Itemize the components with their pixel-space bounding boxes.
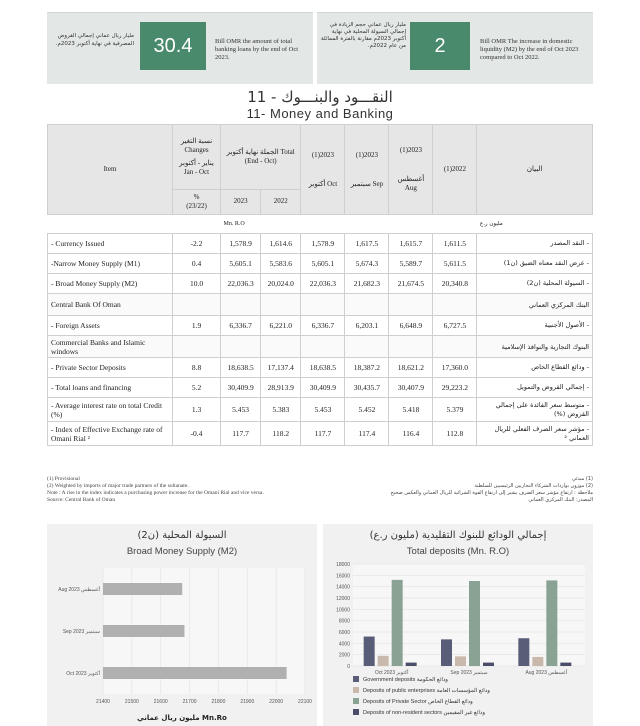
cell-t2022: 5,583.6 bbox=[261, 254, 301, 274]
header-y2023: 2023 bbox=[221, 189, 261, 214]
cell-oct: 117.7 bbox=[301, 422, 345, 446]
chart1-xtick-label: 21900 bbox=[240, 699, 255, 705]
chart1-xtick-label: 21400 bbox=[96, 699, 110, 705]
table-row bbox=[48, 234, 593, 254]
table-row bbox=[48, 358, 593, 378]
chart-total-deposits bbox=[323, 524, 593, 726]
chart1-category-label: Oct 2023 أكتوبر bbox=[66, 671, 100, 677]
chart2-legend-label: Deposits of non-resident sectors ودائع غير المقيمين bbox=[363, 710, 485, 716]
cell-oct: 5.453 bbox=[301, 398, 345, 422]
cell-sep: 6,203.1 bbox=[345, 316, 389, 336]
table-row bbox=[48, 254, 593, 274]
cell-ar: - النقد المصدر bbox=[477, 234, 593, 254]
chart1-svg bbox=[47, 524, 317, 726]
cell-en: - Foreign Assets bbox=[48, 316, 173, 336]
money-banking-table bbox=[47, 124, 593, 446]
cell-ar: - إجمالي القروض والتمويل bbox=[477, 378, 593, 398]
chart1-xtick-label: 22100 bbox=[298, 699, 312, 705]
cell-aug: 1,615.7 bbox=[389, 234, 433, 254]
highlight-liquidity-en: Bill OMR The increase in domestic liquidity (M2) by the end of Oct 2023 compared to Oct 2022. bbox=[480, 38, 579, 61]
chart2-ytick-label: 8000 bbox=[338, 618, 350, 625]
cell-en: - Currency Issued bbox=[48, 234, 173, 254]
header-janoct-label: يناير - أكتوبر Jan - Oct bbox=[179, 158, 214, 176]
cell-oct: 5,605.1 bbox=[301, 254, 345, 274]
chart2-ytick-label: 6000 bbox=[338, 630, 350, 636]
highlight-loans-en: Bill OMR the amount of total banking loans by the end of Oct 2023. bbox=[215, 38, 299, 61]
cell-en: - Index of Effective Exchange rate of Omani Rial ² bbox=[48, 422, 173, 446]
table-body bbox=[48, 234, 593, 446]
header-pct-label: % bbox=[193, 192, 200, 201]
cell-y2022: 29,223.2 bbox=[433, 378, 477, 398]
chart-broad-money bbox=[47, 524, 317, 726]
cell-change: 5.2 bbox=[173, 378, 221, 398]
note-line bbox=[47, 483, 593, 490]
unit-ar: مليون ر.ع bbox=[479, 221, 503, 227]
cell-en: Central Bank Of Oman bbox=[48, 294, 173, 316]
cell-en: -Narrow Money Supply (M1) bbox=[48, 254, 173, 274]
cell-change: 0.4 bbox=[173, 254, 221, 274]
highlight-loans-ar: مليار ريال عماني إجمالي القروض المصرفية في نهاية أكتوبر 2023م. bbox=[55, 33, 134, 47]
chart2-bar bbox=[378, 656, 389, 666]
chart2-svg bbox=[323, 524, 593, 726]
chart1-bar bbox=[103, 667, 287, 679]
table-row bbox=[48, 422, 593, 446]
section-title-ar: 11 - النقـــود والبنـــوك bbox=[247, 88, 393, 106]
cell-sep: 1,617.5 bbox=[345, 234, 389, 254]
table-row bbox=[48, 398, 593, 422]
header-changes bbox=[173, 125, 221, 190]
table-row bbox=[48, 316, 593, 336]
chart2-category-label: Aug 2023 أغسطس bbox=[525, 670, 568, 676]
unit-en: Mn. R.O bbox=[223, 221, 245, 227]
cell-sep: 5.452 bbox=[345, 398, 389, 422]
cell-t2023: 22,036.3 bbox=[221, 274, 261, 294]
chart1-title-en: Broad Money Supply (M2) bbox=[126, 546, 238, 557]
header-2022: (1)2022 bbox=[433, 125, 477, 215]
cell-t2022: 118.2 bbox=[261, 422, 301, 446]
header-oct-year: (1)2023 bbox=[311, 150, 334, 159]
section-title-en: 11- Money and Banking bbox=[246, 106, 394, 121]
cell-aug: 5,589.7 bbox=[389, 254, 433, 274]
highlight-loans-value: 30.4 bbox=[140, 22, 206, 70]
chart1-xtick-label: 21500 bbox=[124, 699, 139, 705]
cell-ar: البنك المركزي العماني bbox=[477, 294, 593, 316]
cell-t2022: 1,614.6 bbox=[261, 234, 301, 254]
header-aug bbox=[389, 125, 433, 215]
chart2-bar bbox=[532, 657, 543, 666]
cell-ar: - متوسط سعر الفائدة على إجمالي القروض (%) bbox=[477, 398, 593, 422]
cell-change: 10.0 bbox=[173, 274, 221, 294]
cell-sep: 117.4 bbox=[345, 422, 389, 446]
cell-t2023: 6,336.7 bbox=[221, 316, 261, 336]
cell-ar: - الأصول الأجنبية bbox=[477, 316, 593, 336]
note-en: (1) Provisional bbox=[47, 476, 80, 482]
cell-aug: 21,674.5 bbox=[389, 274, 433, 294]
note-line bbox=[47, 497, 593, 504]
chart2-bar bbox=[392, 580, 403, 666]
cell-sep: 30,435.7 bbox=[345, 378, 389, 398]
chart2-ytick-label: 14000 bbox=[336, 584, 350, 591]
note-line bbox=[47, 490, 593, 497]
chart1-title-ar: السيولة المحلية (ن2) bbox=[137, 530, 227, 541]
chart1-xtick-label: 22000 bbox=[269, 699, 284, 705]
table-header-row bbox=[48, 125, 593, 190]
chart2-bar bbox=[406, 663, 417, 666]
cell-change: -0.4 bbox=[173, 422, 221, 446]
chart1-bar bbox=[103, 583, 182, 595]
header-sep-year: (1)2023 bbox=[355, 150, 378, 159]
cell-change: 8.8 bbox=[173, 358, 221, 378]
cell-y2022: 17,360.0 bbox=[433, 358, 477, 378]
cell-ar: - عرض النقد معناه الضيق (ن1) bbox=[477, 254, 593, 274]
table-row bbox=[48, 274, 593, 294]
cell-t2023: 5,605.1 bbox=[221, 254, 261, 274]
chart2-legend-label: Deposits of Private Sector ودائع القطاع الخاص bbox=[363, 699, 473, 705]
note-ar: المصدر: البنك المركزي العماني bbox=[528, 497, 593, 503]
cell-oct: 18,638.5 bbox=[301, 358, 345, 378]
chart2-ytick-label: 10000 bbox=[336, 607, 350, 614]
cell-oct: 6,336.7 bbox=[301, 316, 345, 336]
cell-sep: 18,387.2 bbox=[345, 358, 389, 378]
cell-aug: 5.418 bbox=[389, 398, 433, 422]
chart2-bar bbox=[441, 639, 452, 666]
chart2-category-label: Oct 2023 أكتوبر bbox=[374, 670, 409, 676]
note-ar: (1) مبدئي bbox=[571, 476, 593, 482]
cell-t2023: 1,578.9 bbox=[221, 234, 261, 254]
chart2-legend-swatch bbox=[353, 676, 359, 682]
unit-row bbox=[48, 215, 593, 234]
chart1-bar bbox=[103, 625, 184, 637]
cell-y2022: 112.8 bbox=[433, 422, 477, 446]
cell-t2022: 6,221.0 bbox=[261, 316, 301, 336]
cell-change: 1.3 bbox=[173, 398, 221, 422]
note-ar: ملاحظة : ارتفاع مؤشر سعر الصرف يشير إلى ارتفاع القوة الشرائية للريال العماني والعكس صحيح bbox=[390, 490, 593, 496]
cell-en: - Private Sector Deposits bbox=[48, 358, 173, 378]
header-item: Item bbox=[48, 125, 173, 215]
chart1-xlabel: مليون ريال عماني Mn.Ro bbox=[137, 714, 227, 722]
cell-oct: 30,409.9 bbox=[301, 378, 345, 398]
chart2-title-ar: إجمالي الودائع للبنوك التقليدية (مليون ر.ع) bbox=[369, 530, 547, 541]
cell-y2022: 6,727.5 bbox=[433, 316, 477, 336]
cell-aug: 30,407.9 bbox=[389, 378, 433, 398]
chart1-xtick-label: 21800 bbox=[211, 699, 226, 705]
cell-y2022: 20,340.8 bbox=[433, 274, 477, 294]
chart2-bar bbox=[560, 663, 571, 666]
cell-aug: 6,648.9 bbox=[389, 316, 433, 336]
header-aug-label: أغسطس Aug bbox=[397, 175, 425, 192]
cell-en: - Total loans and financing bbox=[48, 378, 173, 398]
chart1-category-label: Aug 2023 أغسطس bbox=[58, 587, 100, 593]
chart2-bar bbox=[455, 656, 466, 666]
header-sep bbox=[345, 125, 389, 215]
note-ar: (2) موزون بواردات الشركاء التجاريين الرئيسيين للسلطنة bbox=[474, 483, 593, 489]
cell-en: - Broad Money Supply (M2) bbox=[48, 274, 173, 294]
table-notes bbox=[47, 476, 593, 504]
cell-sep: 21,682.3 bbox=[345, 274, 389, 294]
cell-change: 1.9 bbox=[173, 316, 221, 336]
cell-ar: البنوك التجارية والنوافذ الإسلامية bbox=[477, 336, 593, 358]
table-section-row bbox=[48, 294, 593, 316]
header-pct bbox=[173, 189, 221, 214]
header-y2022: 2022 bbox=[261, 189, 301, 214]
chart2-bar bbox=[469, 581, 480, 666]
cell-oct: 1,578.9 bbox=[301, 234, 345, 254]
note-en: (2) Weighted by imports of major trade partners of the sultanate. bbox=[47, 483, 189, 489]
cell-t2022: 5.383 bbox=[261, 398, 301, 422]
header-bayan: البيان bbox=[477, 125, 593, 215]
cell-t2023: 5.453 bbox=[221, 398, 261, 422]
cell-y2022: 5,611.5 bbox=[433, 254, 477, 274]
cell-t2023: 30,409.9 bbox=[221, 378, 261, 398]
chart2-bar bbox=[518, 638, 529, 666]
chart2-bar bbox=[364, 637, 375, 666]
chart2-legend-label: Government deposits ودائع الحكومة bbox=[363, 677, 448, 683]
highlight-liquidity-value: 2 bbox=[410, 22, 470, 70]
table-section-row bbox=[48, 336, 593, 358]
highlight-liquidity-ar: مليار ريال عماني حجم الزيادة في إجمالي السيولة المحلية في نهاية أكتوبر 2023م مقارنة بالفترة المماثلة من عام 2022م. bbox=[321, 22, 406, 49]
chart1-xtick-label: 21600 bbox=[153, 699, 168, 705]
cell-t2023: 18,638.5 bbox=[221, 358, 261, 378]
chart2-ytick-label: 2000 bbox=[338, 652, 350, 659]
chart2-ytick-label: 0 bbox=[347, 664, 350, 670]
cell-y2022: 5.379 bbox=[433, 398, 477, 422]
chart2-legend-label: Deposits of public enterprises ودائع المؤسسات العامة bbox=[363, 688, 490, 694]
cell-aug: 116.4 bbox=[389, 422, 433, 446]
note-en: Source: Central Bank of Oman bbox=[47, 497, 116, 503]
cell-aug: 18,621.2 bbox=[389, 358, 433, 378]
cell-t2023: 117.7 bbox=[221, 422, 261, 446]
header-pct-period: (23/22) bbox=[186, 201, 207, 210]
chart2-legend-swatch bbox=[353, 698, 359, 704]
chart2-ytick-label: 4000 bbox=[338, 641, 350, 648]
cell-t2022: 20,024.0 bbox=[261, 274, 301, 294]
header-aug-year: (1)2023 bbox=[399, 146, 422, 154]
note-line bbox=[47, 476, 593, 483]
cell-en: Commercial Banks and Islamic windows bbox=[48, 336, 173, 358]
chart1-category-label: Sep 2023 سبتمبر bbox=[62, 629, 100, 635]
cell-t2022: 28,913.9 bbox=[261, 378, 301, 398]
chart2-ytick-label: 12000 bbox=[336, 596, 350, 602]
cell-oct: 22,036.3 bbox=[301, 274, 345, 294]
cell-t2022: 17,137.4 bbox=[261, 358, 301, 378]
cell-ar: - السيولة المحلية (ن2) bbox=[477, 274, 593, 294]
cell-y2022: 1,611.5 bbox=[433, 234, 477, 254]
chart1-xtick-label: 21700 bbox=[182, 699, 197, 705]
chart2-category-label: Sep 2023 سبتمبر bbox=[450, 670, 488, 676]
header-oct-label: أكتوبر Oct bbox=[308, 179, 338, 188]
chart2-ytick-label: 16000 bbox=[336, 573, 350, 580]
cell-ar: - مؤشر سعر الصرف الفعلي للريال العماني ² bbox=[477, 422, 593, 446]
cell-sep: 5,674.3 bbox=[345, 254, 389, 274]
cell-en: - Average interest rate on total Credit (%) bbox=[48, 398, 173, 422]
header-oct bbox=[301, 125, 345, 215]
chart2-legend-swatch bbox=[353, 709, 359, 715]
chart2-legend-swatch bbox=[353, 687, 359, 693]
header-changes-label: نسبة التغير Changes bbox=[180, 136, 213, 154]
note-en: Note : A rise in the index indicates a purchasing power increase for the Omani Rial and vice versa. bbox=[47, 490, 264, 496]
chart2-bar bbox=[546, 580, 557, 666]
cell-change: -2.2 bbox=[173, 234, 221, 254]
chart2-title-en: Total deposits (Mn. R.O) bbox=[406, 546, 510, 557]
chart2-ytick-label: 18000 bbox=[336, 562, 350, 568]
header-sep-label: سبتمبر Sep bbox=[350, 179, 384, 188]
table-row bbox=[48, 378, 593, 398]
chart2-bar bbox=[483, 663, 494, 666]
cell-ar: - ودائع القطاع الخاص bbox=[477, 358, 593, 378]
header-total: الجملة نهاية أكتوبر Total (End - Oct) bbox=[221, 125, 301, 190]
